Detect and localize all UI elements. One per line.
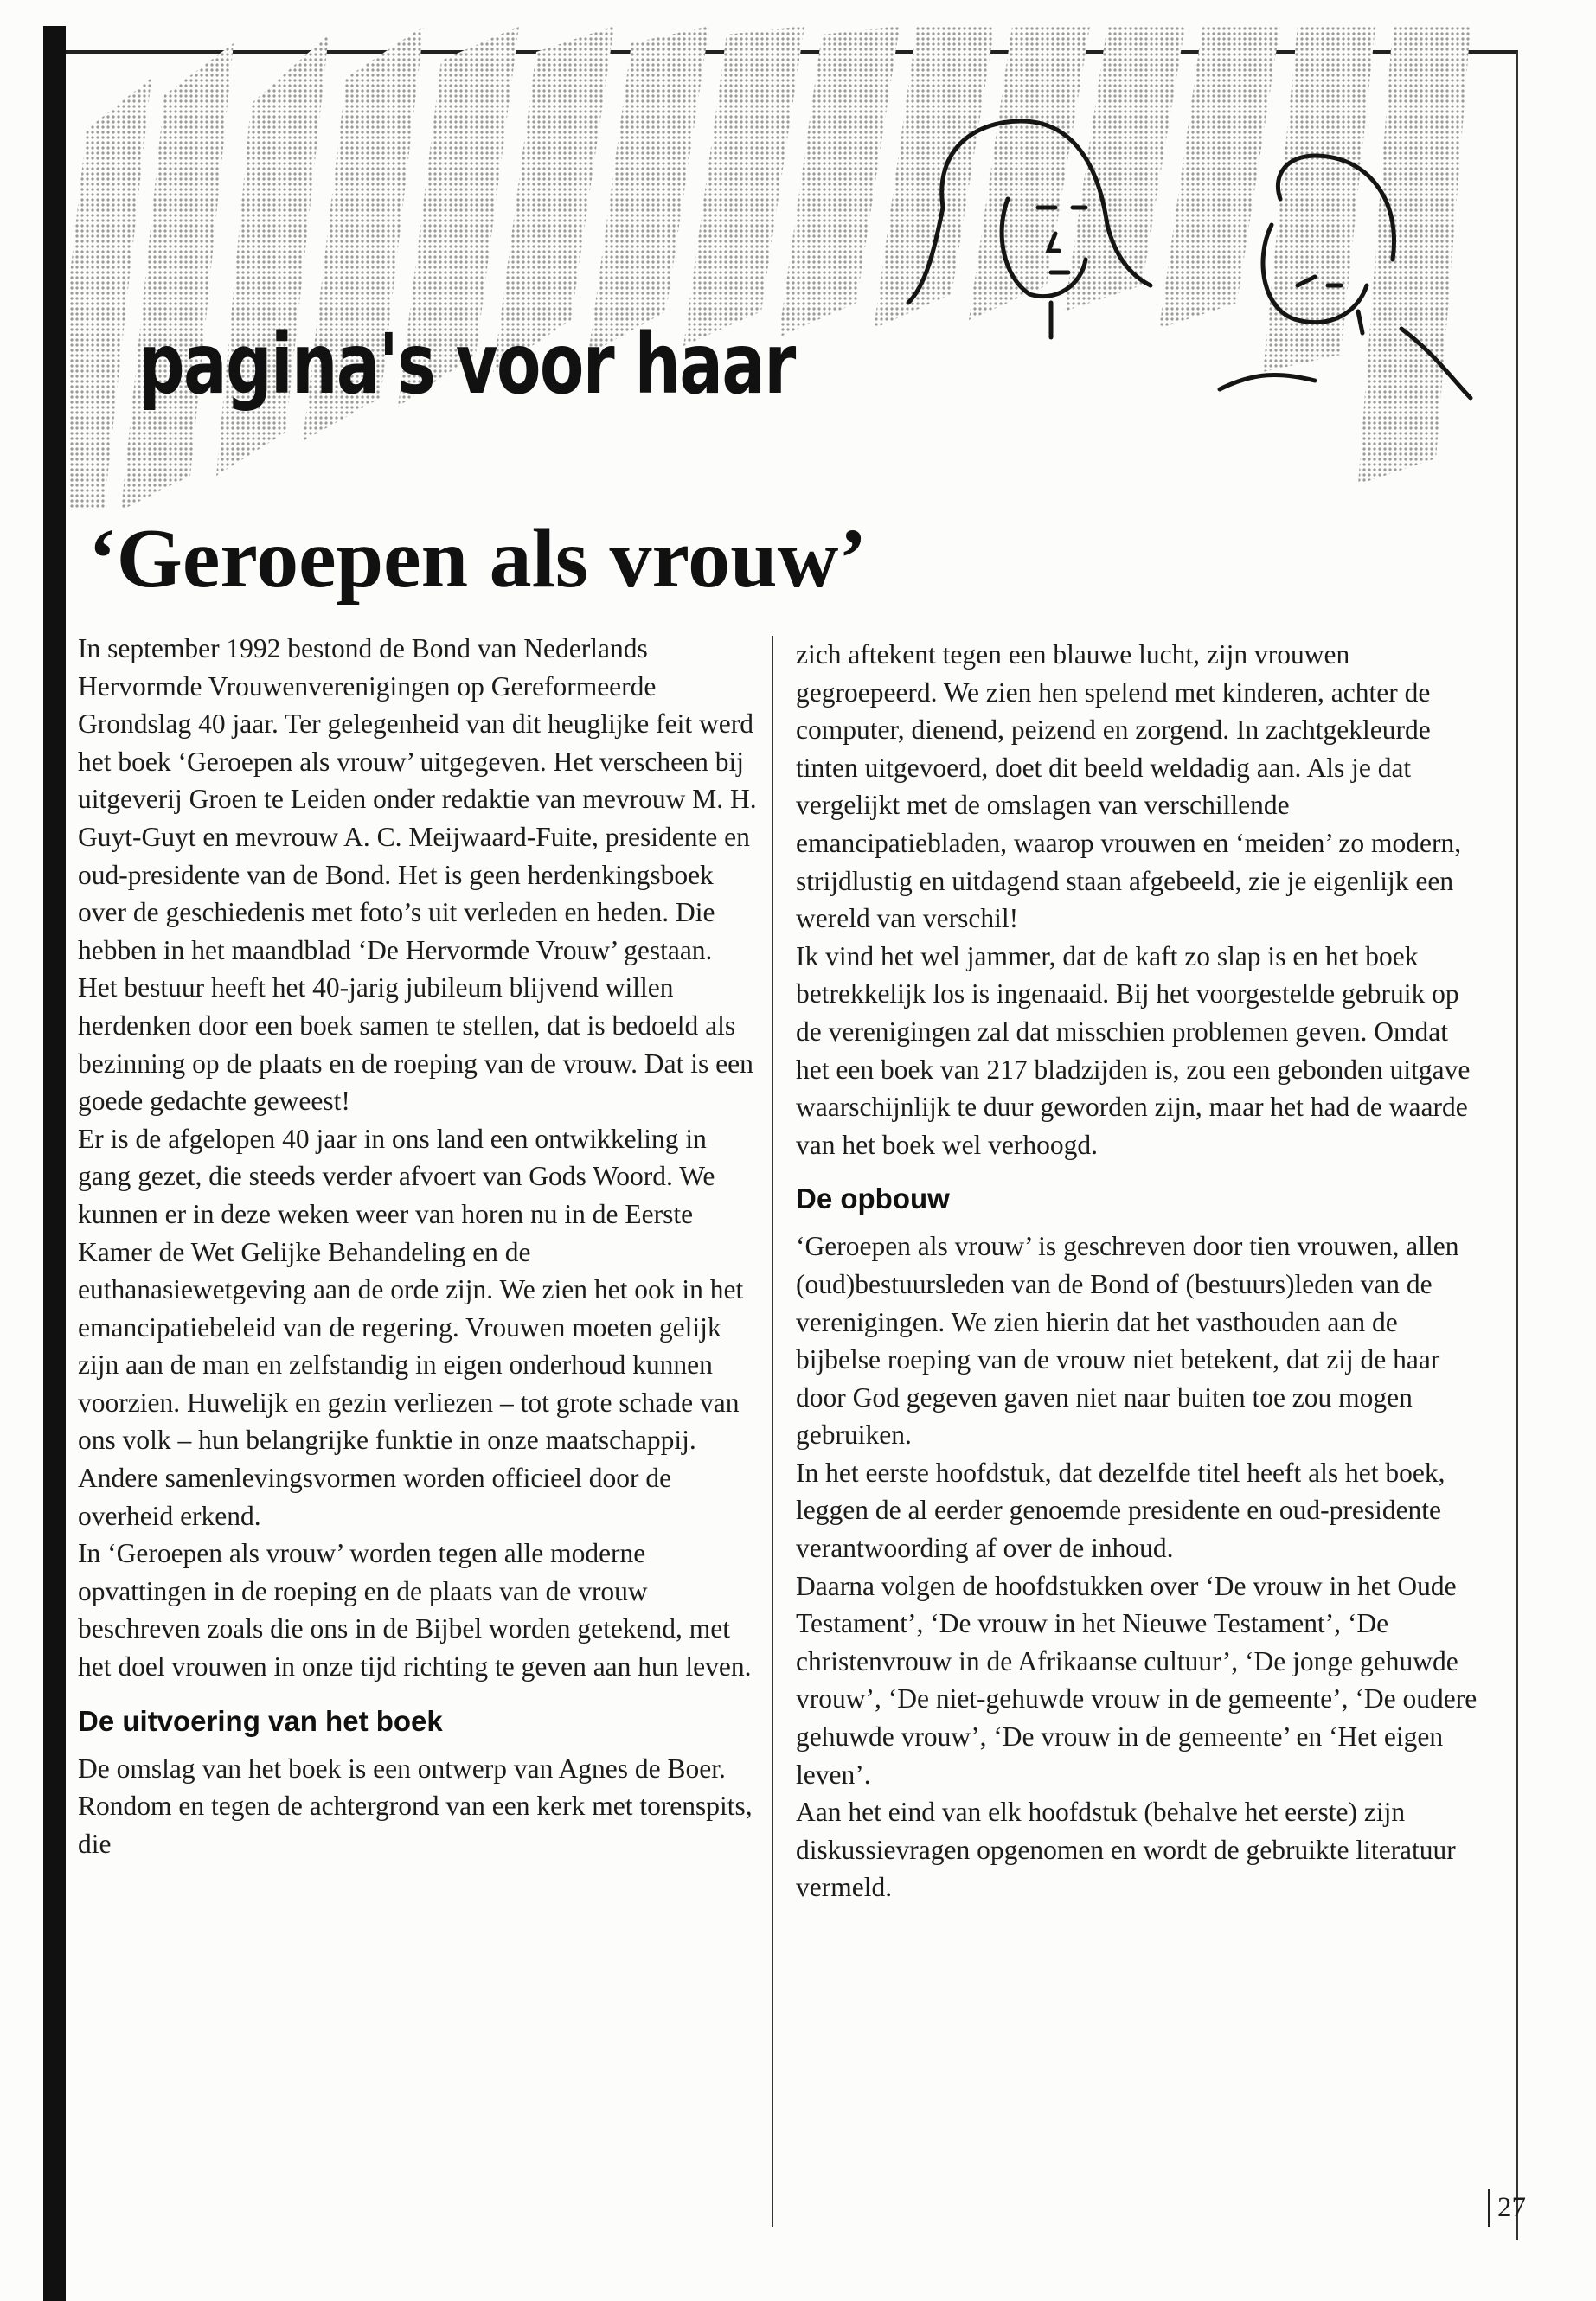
- paragraph: Daarna volgen de hoofdstukken over ‘De vrouw in het Oude Testament’, ‘De vrouw in het Nieuwe Testament’, ‘De christenvrouw in de Afrikaanse cultuur’, ‘De jonge gehuwde vrouw’, ‘De niet-gehuwde vrouw in de gemeente’, ‘De oudere gehuwde vrouw’, ‘De vrouw in de gemeente’ en ‘Het eigen leven’.: [796, 1570, 1477, 1790]
- page-number: 27: [1488, 2189, 1526, 2227]
- article-title: ‘Geroepen als vrouw’: [88, 512, 868, 606]
- paragraph: Ik vind het wel jammer, dat de kaft zo slap is en het boek betrekkelijk los is ingenaaid. Bij het voorgestelde gebruik op de verenigingen zal dat misschien problemen geven. Omdat het een boek van 217 bladzijden is, zou een gebonden uitgave waarschijnlijk te duur geworden zijn, maar het had de waarde van het boek wel verhoogd.: [796, 940, 1471, 1160]
- paragraph: In september 1992 bestond de Bond van Nederlands Hervormde Vrouwenverenigingen op Gereformeerde Grondslag 40 jaar. Ter gelegenheid van dit heuglijke feit werd het boek ‘Geroepen als vrouw’ uitgegeven. Het verscheen bij uitgeverij Groen te Leiden onder redaktie van mevrouw M. H. Guyt-Guyt en mevrouw A. C. Meijwaard-Fuite, presidente en oud-presidente van de Bond. Het is geen herdenkingsboek over de geschiedenis met foto’s uit verleden en heden. Die hebben in het maandblad ‘De Hervormde Vrouw’ gestaan.: [78, 633, 757, 965]
- right-column: [796, 636, 1479, 1907]
- paragraph: In het eerste hoofdstuk, dat dezelfde titel heeft als het boek, leggen de al eerder genoemde presidente en oud-presidente verantwoording af over de inhoud.: [796, 1457, 1445, 1564]
- section-label: pagina's voor haar: [138, 316, 795, 413]
- paragraph: Aan het eind van elk hoofdstuk (behalve het eerste) zijn diskussievragen opgenomen en wordt de gebruikte literatuur vermeld.: [796, 1797, 1456, 1903]
- binding-edge: [43, 26, 66, 2301]
- paragraph: Er is de afgelopen 40 jaar in ons land een ontwikkeling in gang gezet, die steeds verder afvoert van Gods Woord. We kunnen er in deze weken weer van horen nu in de Eerste Kamer de Wet Gelijke Behandeling en de euthanasiewetgeving aan de orde zijn. We zien het ook in het emancipatiebeleid van de regering. Vrouwen moeten gelijk zijn aan de man en zelfstandig in eigen onderhoud kunnen voorzien. Huwelijk en gezin verliezen – tot grote schade van ons volk – hun belangrijke funktie in onze maatschappij. Andere samenlevingsvormen worden officieel door de overheid erkend.: [78, 1123, 744, 1531]
- subheading-opbouw: De opbouw: [796, 1183, 950, 1215]
- halftone-stripes: [69, 26, 1471, 510]
- column-divider: [772, 636, 773, 2227]
- left-column: [78, 630, 761, 1862]
- paragraph: zich aftekent tegen een blauwe lucht, zijn vrouwen gegroepeerd. We zien hen spelend met kinderen, achter de computer, dienend, peizend en zorgend. In zachtgekleurde tinten uitgevoerd, doet dit beeld weldadig aan. Als je dat vergelijkt met de omslagen van verschillende emancipatiebladen, waarop vrouwen en ‘meiden’ zo modern, strijdlustig en uitdagend staan afgebeeld, zie je eigenlijk een wereld van verschil!: [796, 639, 1462, 934]
- paragraph: Het bestuur heeft het 40-jarig jubileum blijvend willen herdenken door een boek samen te stellen, dat is bedoeld als bezinning op de plaats en de roeping van de vrouw. Dat is een goede gedachte geweest!: [78, 972, 753, 1117]
- paragraph: De omslag van het boek is een ontwerp van Agnes de Boer. Rondom en tegen de achtergrond van een kerk met torenspits, die: [78, 1753, 753, 1859]
- paragraph: ‘Geroepen als vrouw’ is geschreven door tien vrouwen, allen (oud)bestuursleden van de Bond of (bestuurs)leden van de verenigingen. We zien hierin dat het vasthouden aan de bijbelse roeping van de vrouw niet betekent, dat zij de haar door God gegeven gaven niet naar buiten toe zou mogen gebruiken.: [796, 1231, 1459, 1451]
- paragraph: In ‘Geroepen als vrouw’ worden tegen alle moderne opvattingen in de roeping en de plaats van de vrouw beschreven zoals die ons in de Bijbel worden getekend, met het doel vrouwen in onze tijd richting te geven aan hun leven.: [78, 1538, 752, 1682]
- subheading-uitvoering: De uitvoering van het boek: [78, 1704, 443, 1737]
- header-banner: [69, 26, 1522, 545]
